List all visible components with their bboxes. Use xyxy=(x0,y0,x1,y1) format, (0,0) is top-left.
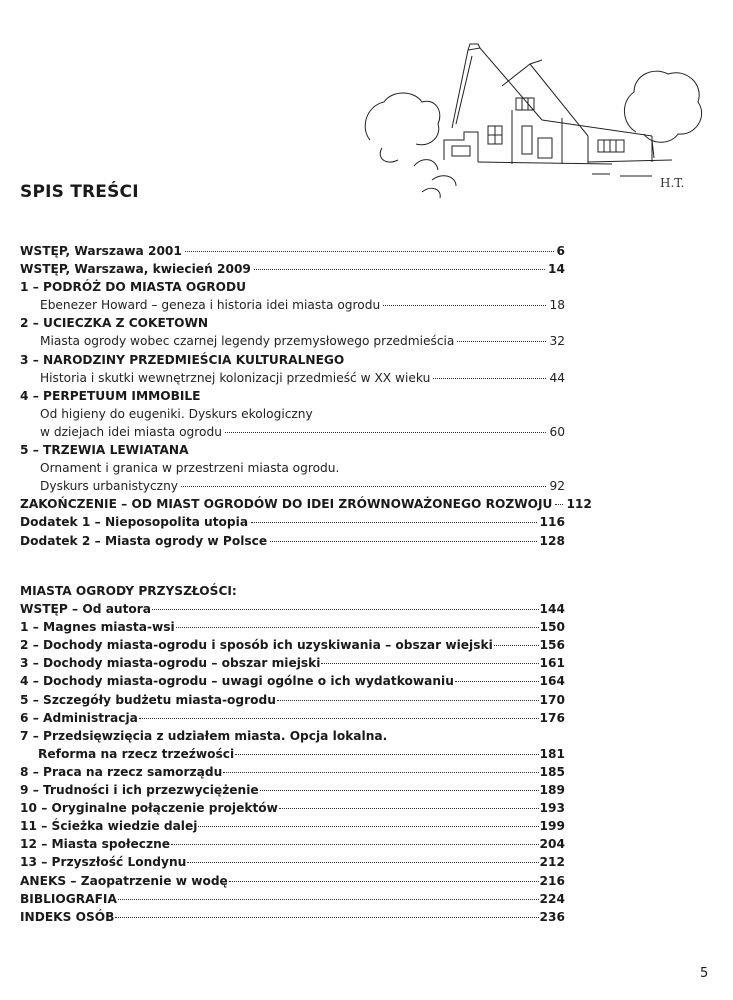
page-number: 5 xyxy=(700,966,709,981)
toc-entry-text: 7 – Przedsięwzięcia z udziałem miasta. Opcja lokalna. xyxy=(20,728,388,743)
toc-subtitle-line xyxy=(20,405,565,423)
dot-leader xyxy=(383,305,546,306)
toc-entry-page: 18 xyxy=(549,298,565,313)
dot-leader xyxy=(118,899,539,900)
toc-entry-text: 11 – Ścieżka wiedzie dalej xyxy=(20,819,198,834)
toc-entry-page: 14 xyxy=(548,262,565,277)
toc-entry-text: w dziejach idei miasta ogrodu xyxy=(40,424,222,439)
toc-entry-page: 170 xyxy=(539,692,565,707)
toc-entry-text: Miasta ogrody wobec czarnej legendy przemysłowego przedmieścia xyxy=(40,334,455,349)
toc-entry[interactable] xyxy=(20,890,565,908)
dot-leader xyxy=(187,862,538,863)
toc-entry-page: 156 xyxy=(539,638,565,653)
toc-entry[interactable] xyxy=(20,532,565,550)
toc-entry-text: Ebenezer Howard – geneza i historia idei miasta ogrodu xyxy=(40,298,381,313)
section-title: MIASTA OGRODY PRZYSZŁOŚCI: xyxy=(20,584,237,598)
chapter-heading-text: 5 – TRZEWIA LEWIATANA xyxy=(20,443,189,458)
toc-entry[interactable] xyxy=(20,799,565,817)
page-title: SPIS TREŚCI xyxy=(20,182,139,202)
dot-leader xyxy=(225,432,547,433)
toc-entry-page: 204 xyxy=(539,837,565,852)
dot-leader xyxy=(321,663,538,664)
toc-entry[interactable] xyxy=(20,423,565,441)
toc-entry-page: 161 xyxy=(539,656,565,671)
toc-entry-text: Reforma na rzecz trzeźwości xyxy=(38,746,235,761)
toc-entry-text: Dyskurs urbanistyczny xyxy=(40,479,179,494)
toc-entry-text: 8 – Praca na rzecz samorządu xyxy=(20,764,223,779)
dot-leader xyxy=(181,486,546,487)
toc-entry[interactable] xyxy=(20,600,565,618)
toc-entry-page: 176 xyxy=(539,710,565,725)
toc-entry-text: Od higieny do eugeniki. Dyskurs ekologiczny xyxy=(40,406,313,421)
chapter-heading-text: 2 – UCIECZKA Z COKETOWN xyxy=(20,316,209,331)
toc-entry-page: 6 xyxy=(556,244,565,258)
toc-entry[interactable] xyxy=(20,618,565,636)
toc-entry-text: WSTĘP, Warszawa, kwiecień 2009 xyxy=(20,262,251,277)
toc-entry-text: Dodatek 2 – Miasta ogrody w Polsce xyxy=(20,533,268,548)
dot-leader xyxy=(277,700,539,701)
toc-entry-page: 236 xyxy=(539,909,565,924)
toc-entry-text: 10 – Oryginalne połączenie projektów xyxy=(20,801,278,816)
toc-entry-text: 13 – Przyszłość Londynu xyxy=(20,855,187,870)
toc-entry[interactable] xyxy=(20,709,565,727)
toc-entry[interactable] xyxy=(20,513,565,531)
toc-entry-text: Ornament i granica w przestrzeni miasta ogrodu. xyxy=(40,461,340,476)
chapter-heading xyxy=(20,441,565,459)
dot-leader xyxy=(251,522,536,523)
dot-leader xyxy=(198,826,538,827)
toc-entry[interactable] xyxy=(20,654,565,672)
dot-leader xyxy=(229,881,539,882)
toc-subtitle-line xyxy=(20,459,565,477)
chapter-heading-text: 1 – PODRÓŻ DO MIASTA OGRODU xyxy=(20,280,247,295)
toc-entry-page: 112 xyxy=(566,497,592,512)
toc-entry-page: 92 xyxy=(549,479,565,494)
toc-entry-text: 12 – Miasta społeczne xyxy=(20,837,171,852)
toc-entry[interactable] xyxy=(20,872,565,890)
dot-leader xyxy=(433,378,546,379)
toc-entry-page: 189 xyxy=(539,783,565,798)
toc-entry-page: 216 xyxy=(539,873,565,888)
toc-entry-page: 32 xyxy=(549,334,565,349)
toc-entry-text: WSTĘP, Warszawa 2001 xyxy=(20,244,182,258)
chapter-heading xyxy=(20,387,565,405)
toc-entry-text: 4 – Dochody miasta-ogrodu – uwagi ogólne o ich wydatkowaniu xyxy=(20,674,454,689)
dot-leader xyxy=(494,645,539,646)
dot-leader xyxy=(254,269,545,270)
toc-entry[interactable] xyxy=(20,745,565,763)
toc-entry[interactable] xyxy=(20,908,565,926)
toc-part-1 xyxy=(20,242,592,550)
chapter-heading-text: 4 – PERPETUUM IMMOBILE xyxy=(20,388,201,403)
dot-leader xyxy=(152,609,539,610)
toc-entry-page: 150 xyxy=(539,620,565,635)
toc-entry[interactable] xyxy=(20,817,565,835)
toc-entry-text: 3 – Dochody miasta-ogrodu – obszar miejski xyxy=(20,656,321,671)
toc-entry[interactable] xyxy=(20,260,565,278)
toc-entry-page: 60 xyxy=(549,424,565,439)
toc-entry[interactable] xyxy=(20,332,565,350)
toc-entry[interactable] xyxy=(20,672,565,690)
dot-leader xyxy=(279,808,539,809)
toc-entry[interactable] xyxy=(20,691,565,709)
toc-entry[interactable] xyxy=(20,242,565,260)
toc-entry-text: INDEKS OSÓB xyxy=(20,909,115,924)
toc-entry-page: 199 xyxy=(539,819,565,834)
toc-entry-page: 212 xyxy=(539,855,565,870)
toc-entry-text: Historia i skutki wewnętrznej kolonizacji przedmieść w XX wieku xyxy=(40,370,431,385)
toc-entry-page: 44 xyxy=(549,370,565,385)
dot-leader xyxy=(223,772,538,773)
chapter-heading xyxy=(20,278,565,296)
toc-entry[interactable] xyxy=(20,781,565,799)
toc-entry[interactable] xyxy=(20,477,565,495)
dot-leader xyxy=(171,844,539,845)
toc-entry-text: BIBLIOGRAFIA xyxy=(20,891,117,906)
dot-leader xyxy=(455,681,539,682)
toc-entry[interactable] xyxy=(20,835,565,853)
toc-entry-text: 5 – Szczegóły budżetu miasta-ogrodu xyxy=(20,692,276,707)
toc-entry-page: 116 xyxy=(539,515,565,530)
toc-entry-page: 185 xyxy=(539,764,565,779)
toc-entry-text: 2 – Dochody miasta-ogrodu i sposób ich uzyskiwania – obszar wiejski xyxy=(20,638,493,653)
toc-entry-text: WSTĘP – Od autora xyxy=(20,602,152,617)
toc-entry-page: 224 xyxy=(539,891,565,906)
toc-entry-page: 181 xyxy=(539,746,565,761)
artist-signature: H.T. xyxy=(660,176,685,190)
toc-entry-text: 1 – Magnes miasta-wsi xyxy=(20,620,175,635)
toc-entry-page: 164 xyxy=(539,674,565,689)
toc-entry[interactable] xyxy=(20,369,565,387)
toc-entry[interactable] xyxy=(20,853,565,871)
dot-leader xyxy=(555,504,563,505)
dot-leader xyxy=(270,541,536,542)
toc-entry-page: 193 xyxy=(539,801,565,816)
dot-leader xyxy=(457,341,546,342)
dot-leader xyxy=(260,790,539,791)
toc-entry-text: 9 – Trudności i ich przezwyciężenie xyxy=(20,783,259,798)
toc-entry-text: Dodatek 1 – Nieposopolita utopia xyxy=(20,515,249,530)
toc-entry-page: 128 xyxy=(539,533,565,548)
dot-leader xyxy=(235,754,538,755)
toc-entry[interactable] xyxy=(20,495,592,513)
dot-leader xyxy=(176,627,539,628)
toc-entry[interactable] xyxy=(20,296,565,314)
chapter-heading xyxy=(20,351,565,369)
toc-entry-text: ANEKS – Zaopatrzenie w wodę xyxy=(20,873,228,888)
dot-leader xyxy=(115,917,538,918)
toc-entry[interactable] xyxy=(20,636,565,654)
chapter-heading-text: 3 – NARODZINY PRZEDMIEŚCIA KULTURALNEGO xyxy=(20,352,345,367)
dot-leader xyxy=(139,718,539,719)
toc-entry-text: 6 – Administracja xyxy=(20,710,138,725)
toc-entry-text: ZAKOŃCZENIE – OD MIAST OGRODÓW DO IDEI ZRÓWNOWAŻONEGO ROZWOJU xyxy=(20,497,553,512)
toc-entry-page: 144 xyxy=(539,602,565,617)
chapter-heading xyxy=(20,314,565,332)
toc-part-2 xyxy=(20,582,565,926)
house-sketch-illustration xyxy=(352,40,708,200)
toc-entry-first-line xyxy=(20,727,565,745)
toc-entry[interactable] xyxy=(20,763,565,781)
dot-leader xyxy=(185,251,554,252)
